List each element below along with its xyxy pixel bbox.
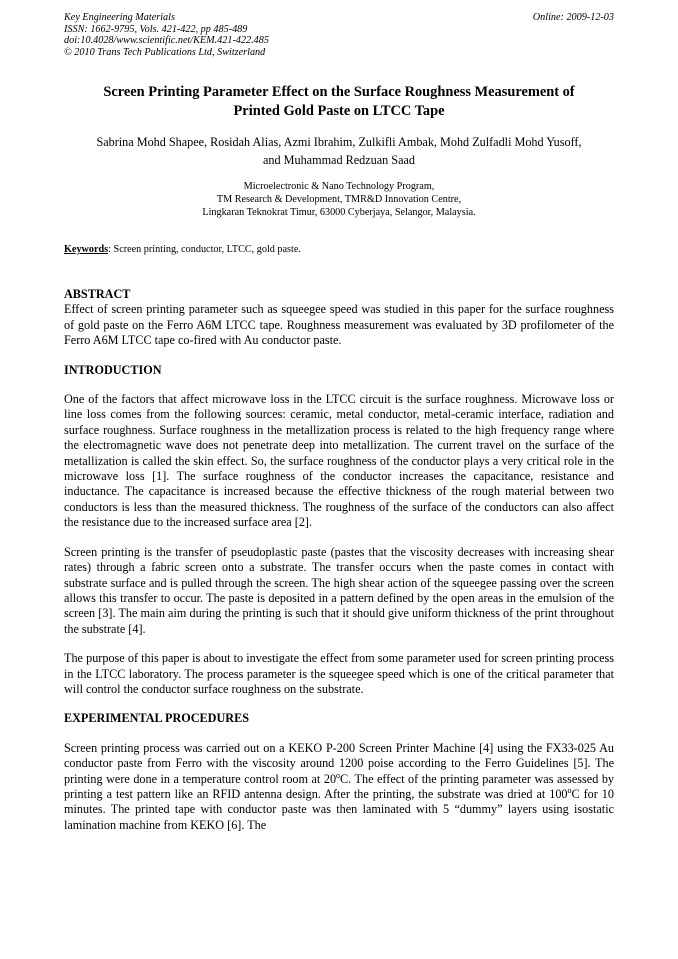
keywords	[64, 243, 614, 256]
paper-title-line-1: Screen Printing Parameter Effect on the Surface Roughness Measurement of	[103, 84, 575, 100]
experimental-heading: EXPERIMENTAL PROCEDURES	[64, 711, 249, 726]
paper-title-line-2: Printed Gold Paste on LTCC Tape	[233, 103, 445, 120]
author-list	[64, 134, 614, 169]
affiliation	[64, 180, 614, 220]
experimental-text-part-3: C for 10 minutes. The printed tape with conductor paste was then laminated with 5 “dummy” layers using isostatic lamination machine from KEKO [6]. The	[64, 786, 614, 832]
degree-superscript-2: o	[567, 785, 572, 795]
paper-title	[64, 83, 614, 122]
journal-issn: ISSN: 1662-9795, Vols. 421-422, pp 485-489	[64, 23, 248, 35]
affiliation-line-2: TM Research & Development, TMR&D Innovation Centre,	[216, 194, 462, 206]
introduction-heading: INTRODUCTION	[64, 362, 162, 377]
author-line-2: and Muhammad Redzuan Saad	[263, 152, 415, 167]
keywords-text: : Screen printing, conductor, LTCC, gold paste.	[108, 244, 301, 255]
affiliation-line-3: Lingkaran Teknokrat Timur, 63000 Cyberjaya, Selangor, Malaysia.	[202, 207, 476, 219]
introduction-paragraph-3: The purpose of this paper is about to investigate the effect from some parameter used for screen printing process in the LTCC laboratory. The process parameter is the squeegee speed which is one of the critical parameter that will control the conductor surface roughness on the substrate.	[64, 651, 614, 696]
journal-header	[64, 12, 269, 58]
degree-superscript-1: o	[336, 770, 341, 780]
introduction-paragraph-1: One of the factors that affect microwave loss in the LTCC circuit is the surface roughness. Microwave loss or line loss comes from the following sources: ceramic, metal conductor, metal-ceramic interface, radiation and surface roughness. Surface roughness in the metallization process is related to the high frequency range where the electromagnetic wave does not penetrate deep into metallization. The current travel on the surface of the metallization is called the skin effect. So, the surface roughness of the conductor plays a very critical role in the microwave loss [1]. The surface roughness of the conductor increases the capacitance, resistance and inductance. The capacitance is increased because the effective thickness of the rough material between two conductors is less than the measured thickness. The roughness of the surface of the conductors can also affect the resistance due to the increased surface area [2].	[64, 392, 614, 530]
body-content	[64, 287, 614, 833]
experimental-text-part-1: Screen printing process was carried out on a KEKO P-200 Screen Printer Machine [4] using the FX33-025 Au conductor paste from Ferro with the viscosity around 1200 poise according to the Ferro Guidelines [5]. The printing were done in a temperature control room at 20	[64, 740, 614, 786]
affiliation-line-1: Microelectronic & Nano Technology Program,	[243, 181, 435, 192]
online-date-text: Online: 2009-12-03	[532, 12, 614, 23]
author-line-1: Sabrina Mohd Shapee, Rosidah Alias, Azmi Ibrahim, Zulkifli Ambak, Mohd Zulfadli Mohd Yusoff,	[96, 135, 582, 149]
experimental-paragraph-1	[64, 741, 614, 833]
experimental-text-part-2: C. The effect of the printing parameter was assessed by printing a test pattern like an RFID antenna design. After the printing, the substrate was dried at 100	[64, 771, 615, 801]
introduction-paragraph-2: Screen printing is the transfer of pseudoplastic paste (pastes that the viscosity decreases with increasing shear rates) through a fabric screen onto a substrate. The transfer occurs when the paste comes in contact with substrate surface and is pulled through the screen. The high shear action of the squeegee passing over the screen allows this transfer to occur. The paste is deposited in a pattern defined by the open areas in the emulsion of the screen [3]. The main aim during the printing is such that it should give uniform thickness of the print throughout the substrate [4].	[64, 544, 614, 636]
keywords-label: Keywords	[64, 244, 109, 255]
journal-copyright: © 2010 Trans Tech Publications Ltd, Switzerland	[64, 46, 266, 58]
abstract-text: Effect of screen printing parameter such as squeegee speed was studied in this paper for the surface roughness of gold paste on the Ferro A6M LTCC tape. Roughness measurement was evaluated by 3D profilometer of the Ferro A6M LTCC tape co-fired with Au conductor paste.	[64, 302, 614, 348]
journal-name: Key Engineering Materials	[64, 12, 175, 23]
abstract-heading: ABSTRACT	[64, 287, 131, 301]
online-date	[533, 12, 614, 24]
journal-doi: doi:10.4028/www.scientific.net/KEM.421-422.485	[64, 35, 269, 47]
